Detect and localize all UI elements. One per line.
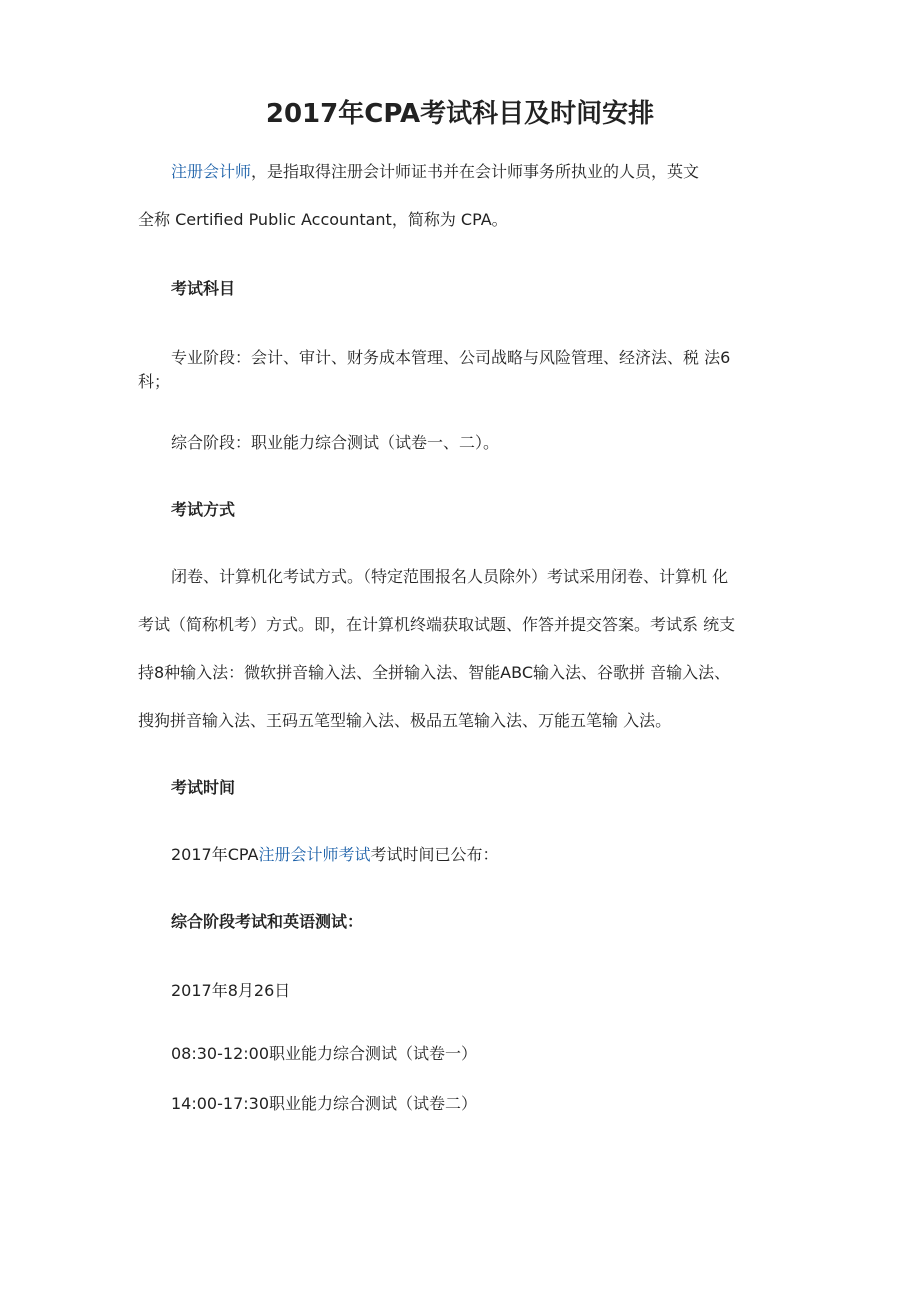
method-line-1: 闭卷、计算机化考试方式。（特定范围报名人员除外）考试采用闭卷、计算机 化	[171, 567, 729, 586]
comprehensive-stage: 综合阶段：职业能力综合测试（试卷一、二）。	[171, 433, 500, 452]
method-line-2: 考试（简称机考）方式。即，在计算机终端获取试题、作答并提交答案。考试系 统支	[138, 615, 736, 634]
announce-prefix: 2017年CPA	[171, 845, 259, 864]
subheading-comprehensive: 综合阶段考试和英语测试：	[171, 912, 364, 931]
heading-method: 考试方式	[171, 500, 236, 519]
heading-time: 考试时间	[171, 778, 236, 797]
schedule-item: 14:00-17:30职业能力综合测试（试卷二）	[171, 1094, 477, 1113]
heading-subjects: 考试科目	[171, 279, 236, 298]
method-line-3: 持8种输入法：微软拼音输入法、全拼输入法、智能ABC输入法、谷歌拼 音输入法、	[138, 663, 731, 682]
page-title: 2017年CPA考试科目及时间安排	[265, 99, 655, 129]
professional-stage-line-2: 科；	[138, 372, 171, 391]
intro-line-1	[171, 162, 699, 182]
exam-link[interactable]: 注册会计师考试	[258, 845, 371, 864]
announce-suffix: 考试时间已公布：	[370, 845, 499, 864]
cpa-link[interactable]: 注册会计师	[171, 162, 252, 181]
exam-date: 2017年8月26日	[171, 981, 291, 1000]
announce-line	[171, 845, 499, 865]
intro-text: ，是指取得注册会计师证书并在会计师事务所执业的人员，英文	[251, 162, 700, 181]
intro-line-2: 全称 Certified Public Accountant，简称为 CPA。	[138, 210, 508, 229]
professional-stage-line-1: 专业阶段：会计、审计、财务成本管理、公司战略与风险管理、经济法、税 法6	[171, 348, 731, 367]
schedule-item: 08:30-12:00职业能力综合测试（试卷一）	[171, 1044, 477, 1063]
method-line-4: 搜狗拼音输入法、王码五笔型输入法、极品五笔输入法、万能五笔输 入法。	[138, 711, 672, 730]
